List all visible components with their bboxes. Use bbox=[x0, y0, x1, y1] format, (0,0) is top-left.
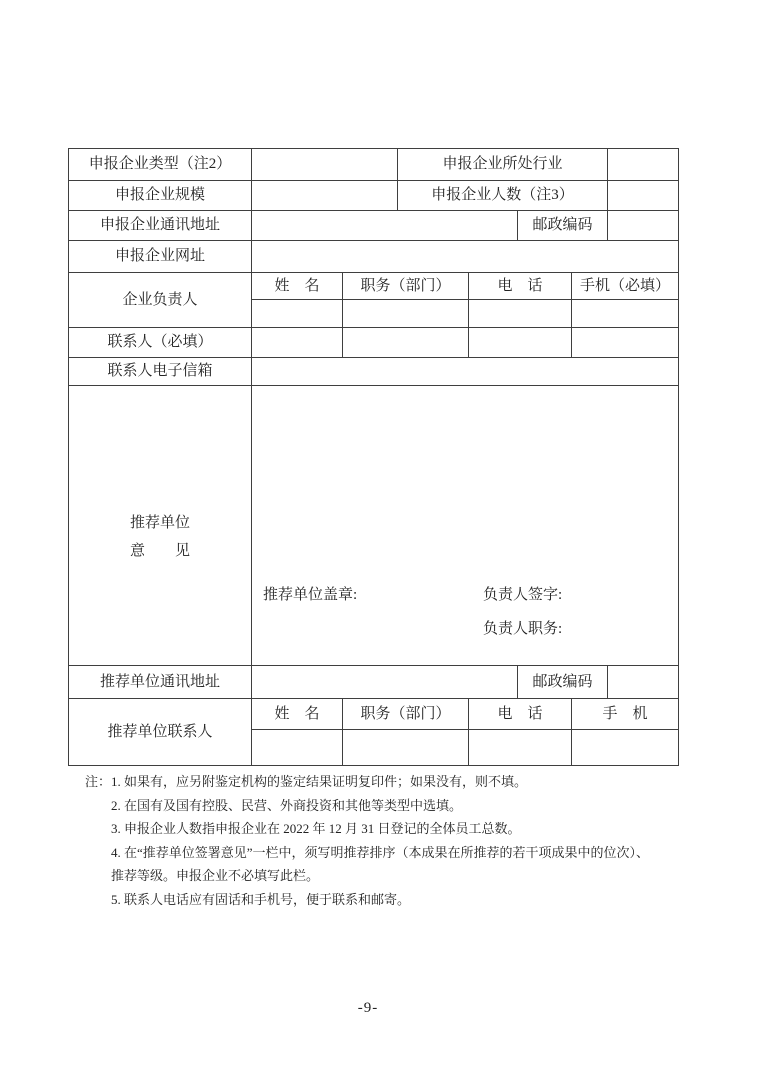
note-5: 5. 联系人电话应有固话和手机号，便于联系和邮寄。 bbox=[111, 891, 411, 907]
recommender-opinion-label-lines bbox=[69, 509, 251, 565]
field-enterprise-industry-value bbox=[608, 149, 679, 181]
notes-prefix: 注： bbox=[85, 774, 112, 789]
header-manager-phone: 电 话 bbox=[469, 273, 572, 300]
field-recommender-postal-code-value bbox=[608, 666, 679, 699]
label-contact-person: 联系人（必填） bbox=[69, 328, 252, 358]
field-manager-phone bbox=[469, 300, 572, 328]
row-contact-person bbox=[69, 328, 679, 358]
row-manager-header bbox=[69, 273, 679, 300]
label-recommender-opinion bbox=[69, 386, 252, 666]
row-recommender-opinion bbox=[69, 386, 679, 666]
field-enterprise-address-value bbox=[252, 211, 518, 241]
field-rec-contact-mobile bbox=[572, 730, 679, 766]
field-enterprise-type-value bbox=[252, 149, 398, 181]
label-enterprise-scale: 申报企业规模 bbox=[69, 181, 252, 211]
row-enterprise-address bbox=[69, 211, 679, 241]
header-rec-contact-mobile: 手 机 bbox=[572, 699, 679, 730]
label-enterprise-headcount: 申报企业人数（注3） bbox=[398, 181, 608, 211]
label-enterprise-manager: 企业负责人 bbox=[69, 273, 252, 328]
label-enterprise-type: 申报企业类型（注2） bbox=[69, 149, 252, 181]
field-enterprise-headcount-value bbox=[608, 181, 679, 211]
header-rec-contact-name: 姓 名 bbox=[252, 699, 343, 730]
label-responsible-title: 负责人职务: bbox=[483, 621, 563, 638]
note-2: 2. 在国有及国有控股、民营、外商投资和其他等类型中选填。 bbox=[111, 797, 463, 813]
row-enterprise-website bbox=[69, 241, 679, 273]
row-enterprise-scale bbox=[69, 181, 679, 211]
field-contact-phone bbox=[469, 328, 572, 358]
label-recommender-postal-code: 邮政编码 bbox=[518, 666, 608, 699]
field-enterprise-scale-value bbox=[252, 181, 398, 211]
field-contact-position bbox=[343, 328, 469, 358]
row-contact-email bbox=[69, 358, 679, 386]
header-rec-contact-phone: 电 话 bbox=[469, 699, 572, 730]
note-1: 注： 1. 如果有，应另附鉴定机构的鉴定结果证明复印件；如果没有，则不填。 bbox=[85, 770, 660, 794]
field-contact-email-value bbox=[252, 358, 679, 386]
field-recommender-opinion-area bbox=[252, 386, 679, 666]
label-enterprise-address: 申报企业通讯地址 bbox=[69, 211, 252, 241]
label-contact-email: 联系人电子信箱 bbox=[69, 358, 252, 386]
row-recommender-address bbox=[69, 666, 679, 699]
footnotes bbox=[85, 770, 660, 911]
label-recommender-address: 推荐单位通讯地址 bbox=[69, 666, 252, 699]
label-enterprise-postal-code: 邮政编码 bbox=[518, 211, 608, 241]
header-manager-mobile: 手机（必填） bbox=[572, 273, 679, 300]
label-enterprise-website: 申报企业网址 bbox=[69, 241, 252, 273]
field-rec-contact-name bbox=[252, 730, 343, 766]
header-manager-name: 姓 名 bbox=[252, 273, 343, 300]
field-rec-contact-phone bbox=[469, 730, 572, 766]
label-recommender-contact: 推荐单位联系人 bbox=[69, 699, 252, 766]
field-enterprise-website-value bbox=[252, 241, 679, 273]
row-recommender-contact-header bbox=[69, 699, 679, 730]
field-enterprise-postal-code-value bbox=[608, 211, 679, 241]
label-enterprise-industry: 申报企业所处行业 bbox=[398, 149, 608, 181]
header-manager-position: 职务（部门） bbox=[343, 273, 469, 300]
page-number: -9- bbox=[357, 1000, 379, 1016]
header-rec-contact-position: 职务（部门） bbox=[343, 699, 469, 730]
note-3: 3. 申报企业人数指申报企业在 2022 年 12 月 31 日登记的全体员工总数。 bbox=[111, 821, 521, 836]
opinion-label-line2: 意 见 bbox=[130, 542, 190, 559]
field-contact-mobile bbox=[572, 328, 679, 358]
field-manager-name bbox=[252, 300, 343, 328]
field-recommender-address-value bbox=[252, 666, 518, 699]
field-rec-contact-position bbox=[343, 730, 469, 766]
field-manager-position bbox=[343, 300, 469, 328]
label-responsible-signature: 负责人签字: bbox=[483, 587, 563, 604]
note-4: 4. 在“推荐单位签署意见”一栏中，须写明推荐排序（本成果在所推荐的若干项成果中的位次）、推荐等级。申报企业不必填写此栏。 bbox=[111, 844, 650, 883]
field-manager-mobile bbox=[572, 300, 679, 328]
opinion-label-line1: 推荐单位 bbox=[129, 514, 190, 531]
row-enterprise-type bbox=[69, 149, 679, 181]
application-form-table bbox=[68, 148, 679, 766]
field-contact-name bbox=[252, 328, 343, 358]
label-recommender-seal: 推荐单位盖章: bbox=[263, 587, 358, 604]
